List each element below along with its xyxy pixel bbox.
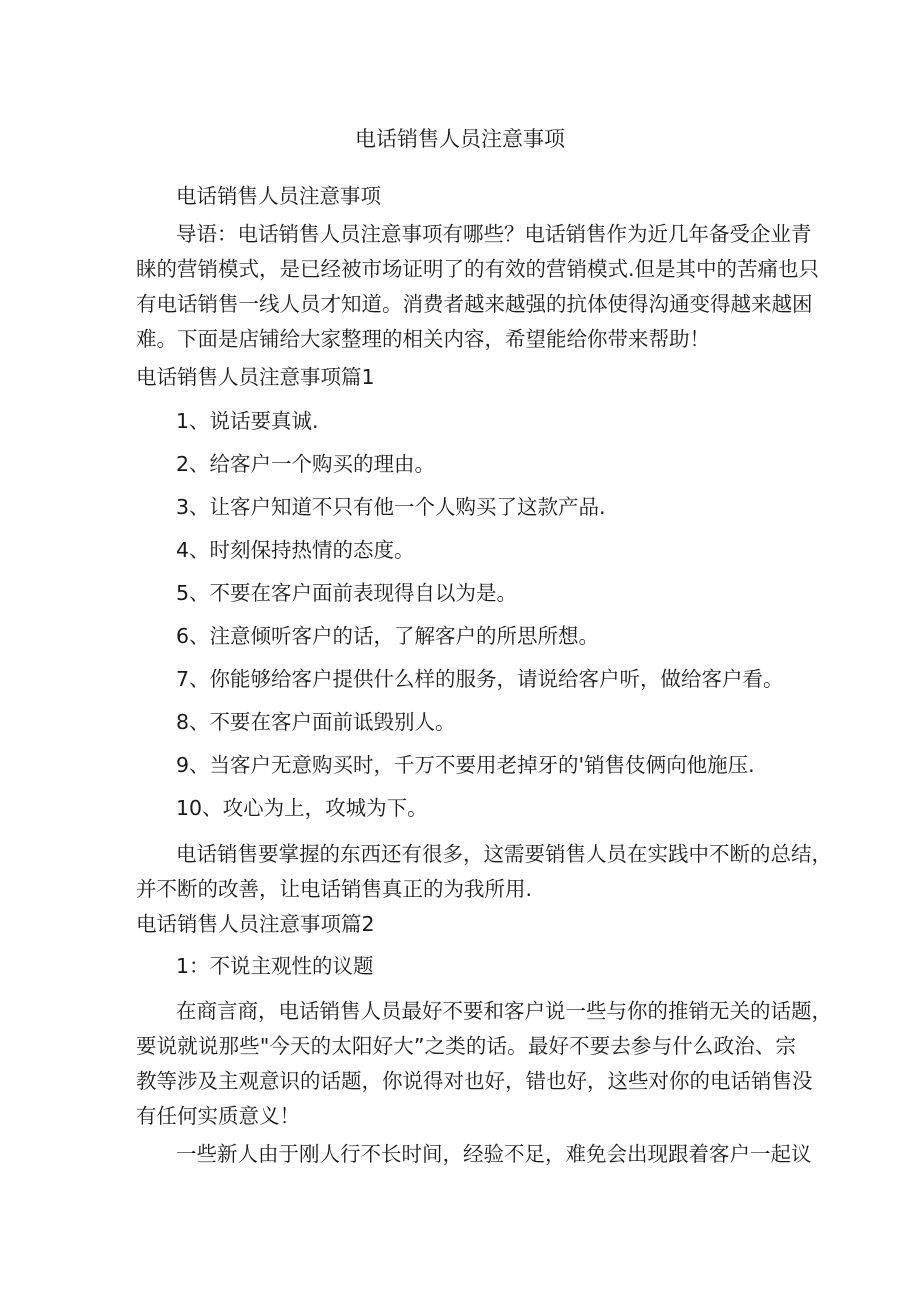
section1-item-5: 5、不要在客户面前表现得自以为是。 <box>176 581 518 605</box>
document-subtitle: 电话销售人员注意事项 <box>176 184 381 208</box>
section1-item-6: 6、注意倾听客户的话，了解客户的所思所想。 <box>176 624 600 648</box>
document-title: 电话销售人员注意事项 <box>355 127 565 151</box>
section1-item-9: 9、当客户无意购买时，千万不要用老掉牙的'销售伎俩向他施压. <box>176 753 755 777</box>
intro-line-3: 有电话销售一线人员才知道。消费者越来越强的抗体使得沟通变得越来越困 <box>136 292 813 316</box>
section1-item-2: 2、给客户一个购买的理由。 <box>176 452 436 476</box>
section1-item-4: 4、时刻保持热情的态度。 <box>176 538 415 562</box>
section2-para1-line-3: 教等涉及主观意识的话题，你说得对也好，错也好，这些对你的电话销售没 <box>136 1069 813 1093</box>
section2-para2-line-1: 一些新人由于刚人行不长时间，经验不足，难免会出现跟着客户一起议 <box>176 1142 812 1166</box>
intro-line-4: 难。下面是店铺给大家整理的相关内容，希望能给你带来帮助！ <box>136 327 710 351</box>
intro-line-1: 导语：电话销售人员注意事项有哪些？电话销售作为近几年备受企业青 <box>176 222 812 246</box>
section1-item-10: 10、攻心为上，攻城为下。 <box>176 796 428 820</box>
intro-line-2: 睐的营销模式，是已经被市场证明了的有效的营销模式.但是其中的苦痛也只 <box>136 257 820 281</box>
section2-para1-line-4: 有任何实质意义！ <box>136 1104 300 1128</box>
section1-item-1: 1、说话要真诚. <box>176 409 319 433</box>
section2-para1-line-2: 要说就说那些"今天的太阳好大”之类的话。最好不要去参与什么政治、宗 <box>136 1034 796 1058</box>
section1-item-8: 8、不要在客户面前诋毁别人。 <box>176 710 456 734</box>
section2-point-1: 1：不说主观性的议题 <box>176 954 374 978</box>
section2-para1-line-1: 在商言商，电话销售人员最好不要和客户说一些与你的推销无关的话题， <box>176 999 832 1023</box>
section2-heading: 电话销售人员注意事项篇2 <box>136 912 375 936</box>
section1-summary-line-1: 电话销售要掌握的东西还有很多，这需要销售人员在实践中不断的总结， <box>176 842 832 866</box>
section1-item-7: 7、你能够给客户提供什么样的服务，请说给客户听，做给客户看。 <box>176 667 784 691</box>
section1-item-3: 3、让客户知道不只有他一个人购买了这款产品. <box>176 495 606 519</box>
section1-heading: 电话销售人员注意事项篇1 <box>136 365 375 389</box>
section1-summary-line-2: 并不断的改善，让电话销售真正的为我所用. <box>136 877 533 901</box>
